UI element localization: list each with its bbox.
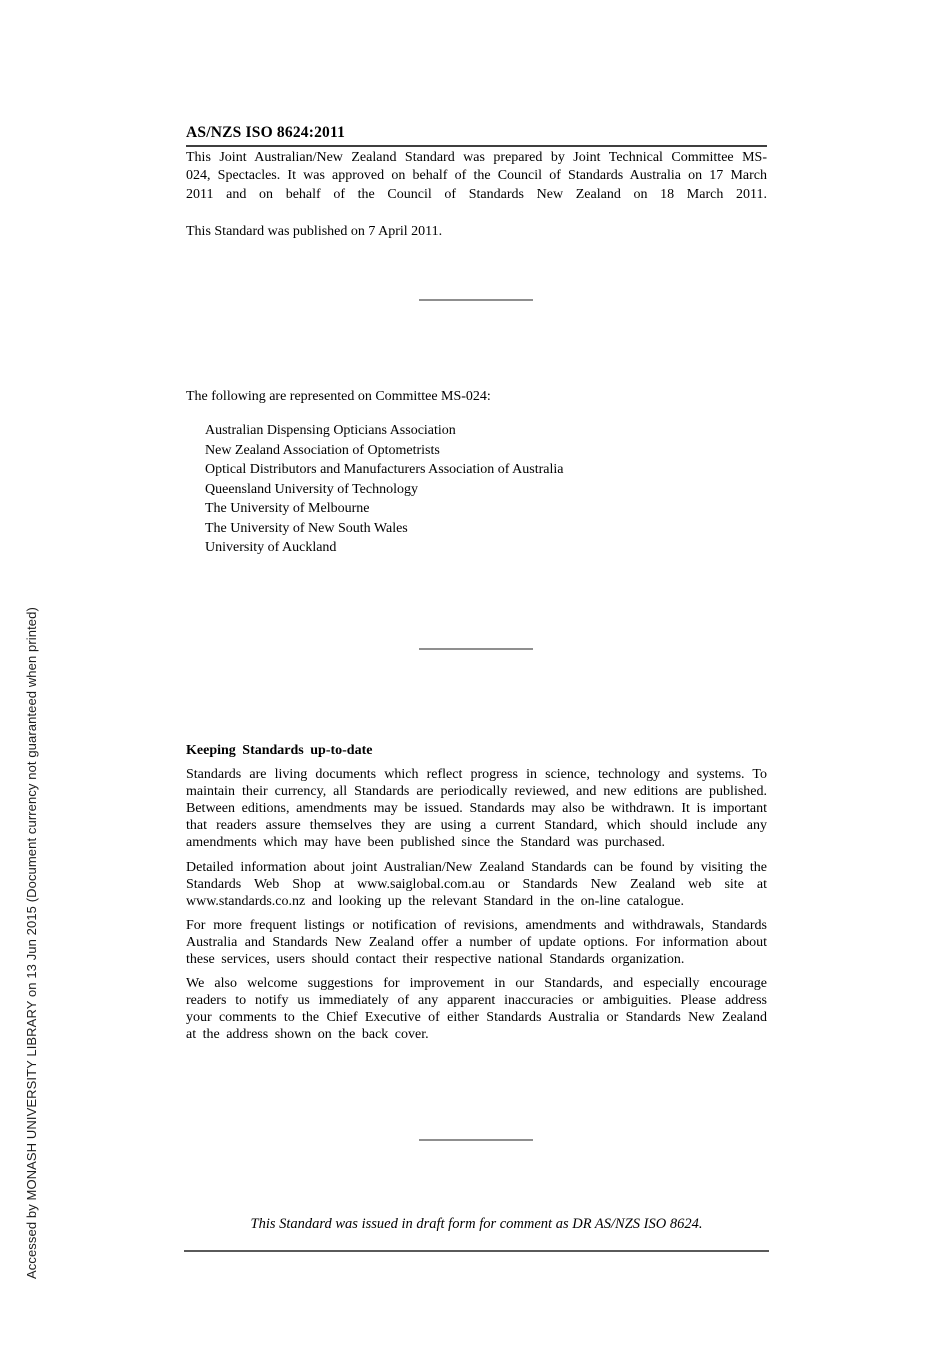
keeping-paragraph: We also welcome suggestions for improvement in our Standards, and especially encourage readers to notify us immediately of any apparent inaccuracies or ambiguities. Please address your comments to the Chief Executive of either Standards Australia or Standards New Zealand at the address shown on the back cover. [186,976,767,1043]
committee-member: Optical Distributors and Manufacturers Association of Australia [205,462,564,477]
section-divider [419,648,533,650]
keeping-standards-heading: Keeping Standards up-to-date [186,743,373,758]
committee-member: Australian Dispensing Opticians Association [205,423,456,438]
committee-intro: The following are represented on Committee MS-024: [186,389,491,404]
committee-member: The University of Melbourne [205,501,370,516]
committee-member: Queensland University of Technology [205,481,418,497]
library-access-watermark: Accessed by MONASH UNIVERSITY LIBRARY on 13 Jun 2015 (Document currency not guaranteed when printed) [24,607,39,1279]
committee-member: The University of New South Wales [205,520,408,536]
keeping-paragraph: Standards are living documents which reflect progress in science, technology and systems. To maintain their currency, all Standards are periodically reviewed, and new editions are published. Between editions, amendments may be issued. Standards may also be withdrawn. It is important that readers assure themselves they are using a current Standard, which should include any amendments which may have been published since the Standard was purchased. [186,767,767,851]
publication-note: This Standard was published on 7 April 2011. [186,223,443,239]
keeping-paragraph: Detailed information about joint Australian/New Zealand Standards can be found by visiting the Standards Web Shop at www.saiglobal.com.au or Standards New Zealand web site at www.standards.co.nz and looking up the relevant Standard in the on-line catalogue. [186,859,767,909]
header-block [186,124,767,241]
footer-rule [184,1250,769,1252]
committee-member: University of Auckland [205,540,337,555]
committee-member: New Zealand Association of Optometrists [205,442,440,458]
section-divider [419,299,533,301]
preparation-note: This Joint Australian/New Zealand Standard was prepared by Joint Technical Committee MS-024, Spectacles. It was approved on behalf of the Council of Standards Australia on 17 March 2011 and on behalf of the Council of Standards New Zealand on 18 March 2011. [186,150,767,202]
keeping-standards-section [186,742,767,1051]
standard-number: AS/NZS ISO 8624:2011 [186,124,767,147]
draft-comment-note: This Standard was issued in draft form for comment as DR AS/NZS ISO 8624. [250,1216,703,1232]
section-divider [419,1139,533,1141]
committee-member-list [186,421,767,558]
committee-section [186,388,767,558]
keeping-paragraph: For more frequent listings or notification of revisions, amendments and withdrawals, Standards Australia and Standards New Zealand offer a number of update options. For information about these services, users should contact their respective national Standards organization. [186,917,767,968]
